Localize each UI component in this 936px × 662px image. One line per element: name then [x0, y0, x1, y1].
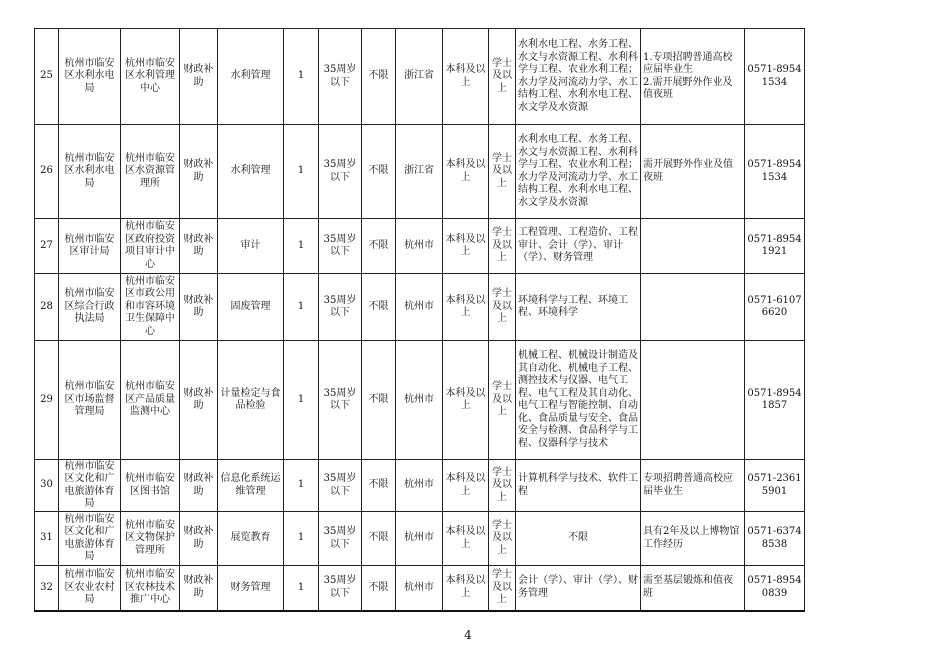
age-limit-cell: 35周岁以下 — [319, 274, 362, 341]
recruitment-table — [34, 28, 805, 612]
position-name-cell: 水利管理 — [218, 125, 284, 219]
notes-cell: 具有2年及以上博物馆工作经历 — [641, 512, 745, 566]
major-requirement-cell: 环境科学与工程、环境工程、环境科学 — [516, 274, 641, 341]
education-requirement-cell: 本科及以上 — [443, 29, 489, 125]
department-cell: 杭州市临安区水利水电局 — [59, 125, 121, 219]
hiring-unit-cell: 杭州市临安区农林技术推广中心 — [121, 566, 180, 611]
gender-cell: 不限 — [362, 341, 396, 460]
education-requirement-cell: 本科及以上 — [443, 219, 489, 274]
residence-requirement-cell: 杭州市 — [396, 566, 443, 611]
education-requirement-cell: 本科及以上 — [443, 460, 489, 512]
position-name-cell: 展览教育 — [218, 512, 284, 566]
hiring-unit-cell: 杭州市临安区水利管理中心 — [121, 29, 180, 125]
notes-cell: 1.专项招聘普通高校应届毕业生 2.需开展野外作业及值夜班 — [641, 29, 745, 125]
contact-phone-cell: 0571-89541921 — [745, 219, 805, 274]
department-cell: 杭州市临安区审计局 — [59, 219, 121, 274]
notes-cell: 需至基层锻炼和值夜班 — [641, 566, 745, 611]
table-row — [35, 460, 805, 512]
headcount-cell: 1 — [284, 219, 319, 274]
education-requirement-cell: 本科及以上 — [443, 512, 489, 566]
gender-cell: 不限 — [362, 125, 396, 219]
contact-phone-cell: 0571-89541534 — [745, 125, 805, 219]
degree-requirement-cell: 学士及以上 — [489, 29, 516, 125]
row-number-cell: 29 — [35, 341, 59, 460]
residence-requirement-cell: 杭州市 — [396, 460, 443, 512]
degree-requirement-cell: 学士及以上 — [489, 125, 516, 219]
headcount-cell: 1 — [284, 460, 319, 512]
gender-cell: 不限 — [362, 219, 396, 274]
headcount-cell: 1 — [284, 341, 319, 460]
contact-phone-cell: 0571-61076620 — [745, 274, 805, 341]
hiring-unit-cell: 杭州市临安区政府投资项目审计中心 — [121, 219, 180, 274]
position-name-cell: 审计 — [218, 219, 284, 274]
page-number: 4 — [464, 628, 472, 642]
age-limit-cell: 35周岁以下 — [319, 460, 362, 512]
degree-requirement-cell: 学士及以上 — [489, 274, 516, 341]
department-cell: 杭州市临安区市场监督管理局 — [59, 341, 121, 460]
age-limit-cell: 35周岁以下 — [319, 512, 362, 566]
residence-requirement-cell: 杭州市 — [396, 341, 443, 460]
funding-type-cell: 财政补助 — [180, 341, 218, 460]
row-number-cell: 27 — [35, 219, 59, 274]
hiring-unit-cell: 杭州市临安区产品质量监测中心 — [121, 341, 180, 460]
notes-cell — [641, 341, 745, 460]
education-requirement-cell: 本科及以上 — [443, 274, 489, 341]
headcount-cell: 1 — [284, 274, 319, 341]
department-cell: 杭州市临安区综合行政执法局 — [59, 274, 121, 341]
gender-cell: 不限 — [362, 460, 396, 512]
hiring-unit-cell: 杭州市临安区水资源管理所 — [121, 125, 180, 219]
residence-requirement-cell: 浙江省 — [396, 125, 443, 219]
major-requirement-cell: 工程管理、工程造价、工程审计、会计（学）、审计（学）、财务管理 — [516, 219, 641, 274]
funding-type-cell: 财政补助 — [180, 566, 218, 611]
major-requirement-cell: 会计（学）、审计（学）、财务管理 — [516, 566, 641, 611]
department-cell: 杭州市临安区文化和广电旅游体育局 — [59, 460, 121, 512]
age-limit-cell: 35周岁以下 — [319, 125, 362, 219]
major-requirement-cell: 不限 — [516, 512, 641, 566]
contact-phone-cell: 0571-23615901 — [745, 460, 805, 512]
funding-type-cell: 财政补助 — [180, 512, 218, 566]
age-limit-cell: 35周岁以下 — [319, 29, 362, 125]
table-row — [35, 341, 805, 460]
gender-cell: 不限 — [362, 566, 396, 611]
residence-requirement-cell: 浙江省 — [396, 29, 443, 125]
degree-requirement-cell: 学士及以上 — [489, 341, 516, 460]
residence-requirement-cell: 杭州市 — [396, 274, 443, 341]
row-number-cell: 26 — [35, 125, 59, 219]
age-limit-cell: 35周岁以下 — [319, 566, 362, 611]
degree-requirement-cell: 学士及以上 — [489, 460, 516, 512]
hiring-unit-cell: 杭州市临安区市政公用和市容环境卫生保障中心 — [121, 274, 180, 341]
degree-requirement-cell: 学士及以上 — [489, 219, 516, 274]
degree-requirement-cell: 学士及以上 — [489, 512, 516, 566]
table-row — [35, 29, 805, 125]
department-cell: 杭州市临安区文化和广电旅游体育局 — [59, 512, 121, 566]
department-cell: 杭州市临安区水利水电局 — [59, 29, 121, 125]
funding-type-cell: 财政补助 — [180, 29, 218, 125]
degree-requirement-cell: 学士及以上 — [489, 566, 516, 611]
headcount-cell: 1 — [284, 566, 319, 611]
education-requirement-cell: 本科及以上 — [443, 566, 489, 611]
major-requirement-cell: 水利水电工程、水务工程、水文与水资源工程、水利科学与工程、农业水利工程；水力学及河流动力学、水工结构工程、水利水电工程、水文学及水资源 — [516, 125, 641, 219]
education-requirement-cell: 本科及以上 — [443, 125, 489, 219]
position-name-cell: 财务管理 — [218, 566, 284, 611]
notes-cell: 专项招聘普通高校应届毕业生 — [641, 460, 745, 512]
funding-type-cell: 财政补助 — [180, 460, 218, 512]
table-row — [35, 125, 805, 219]
contact-phone-cell: 0571-63748538 — [745, 512, 805, 566]
headcount-cell: 1 — [284, 125, 319, 219]
row-number-cell: 32 — [35, 566, 59, 611]
major-requirement-cell: 机械工程、机械设计制造及其自动化、机械电子工程、测控技术与仪器、电气工程、电气工程及其自动化、电气工程与智能控制、自动化、食品质量与安全、食品安全与检测、食品科学与工程、仪器科学与技术 — [516, 341, 641, 460]
position-name-cell: 计量检定与食品检验 — [218, 341, 284, 460]
gender-cell: 不限 — [362, 274, 396, 341]
table-row — [35, 219, 805, 274]
hiring-unit-cell: 杭州市临安区图书馆 — [121, 460, 180, 512]
notes-cell: 需开展野外作业及值夜班 — [641, 125, 745, 219]
row-number-cell: 28 — [35, 274, 59, 341]
department-cell: 杭州市临安区农业农村局 — [59, 566, 121, 611]
row-number-cell: 25 — [35, 29, 59, 125]
contact-phone-cell: 0571-89540839 — [745, 566, 805, 611]
major-requirement-cell: 计算机科学与技术、软件工程 — [516, 460, 641, 512]
table-row — [35, 512, 805, 566]
notes-cell — [641, 219, 745, 274]
position-name-cell: 水利管理 — [218, 29, 284, 125]
contact-phone-cell: 0571-89541857 — [745, 341, 805, 460]
position-name-cell: 固废管理 — [218, 274, 284, 341]
row-number-cell: 31 — [35, 512, 59, 566]
notes-cell — [641, 274, 745, 341]
table-row — [35, 566, 805, 611]
headcount-cell: 1 — [284, 29, 319, 125]
major-requirement-cell: 水利水电工程、水务工程、水文与水资源工程、水利科学与工程、农业水利工程；水力学及河流动力学、水工结构工程、水利水电工程、水文学及水资源 — [516, 29, 641, 125]
gender-cell: 不限 — [362, 512, 396, 566]
residence-requirement-cell: 杭州市 — [396, 512, 443, 566]
table-row — [35, 274, 805, 341]
position-name-cell: 信息化系统运维管理 — [218, 460, 284, 512]
gender-cell: 不限 — [362, 29, 396, 125]
residence-requirement-cell: 杭州市 — [396, 219, 443, 274]
age-limit-cell: 35周岁以下 — [319, 219, 362, 274]
education-requirement-cell: 本科及以上 — [443, 341, 489, 460]
age-limit-cell: 35周岁以下 — [319, 341, 362, 460]
hiring-unit-cell: 杭州市临安区文物保护管理所 — [121, 512, 180, 566]
row-number-cell: 30 — [35, 460, 59, 512]
funding-type-cell: 财政补助 — [180, 219, 218, 274]
funding-type-cell: 财政补助 — [180, 125, 218, 219]
contact-phone-cell: 0571-89541534 — [745, 29, 805, 125]
funding-type-cell: 财政补助 — [180, 274, 218, 341]
headcount-cell: 1 — [284, 512, 319, 566]
